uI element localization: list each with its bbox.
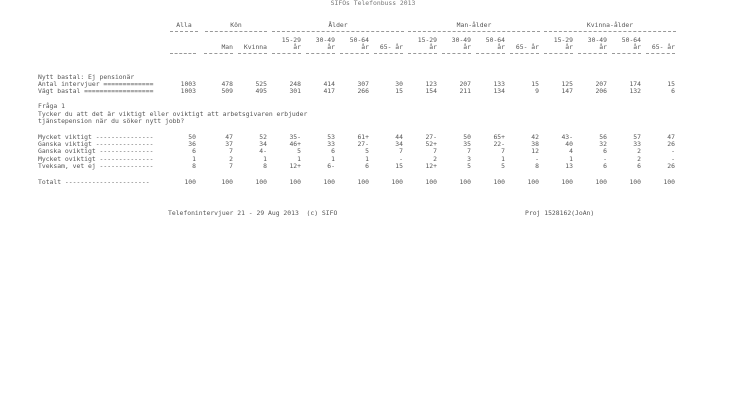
column-rule [374,53,403,54]
question-number: Fråga 1 [38,102,65,110]
question-text-line1: Tycker du att det är viktigt eller oviktigt att arbetsgivaren erbjuder [38,110,308,118]
table-cell: 56 [599,133,607,141]
report-title: SIFOs Telefonbuss 2013 [330,0,416,7]
table-cell: 301 [289,87,301,95]
column-rule [408,53,437,54]
column-rule [510,53,539,54]
row-label-tveksam: Tveksam, vet ej -------------- [38,162,154,170]
table-cell: - [603,155,607,163]
table-cell: 47 [667,133,675,141]
table-cell: 53 [327,133,335,141]
table-cell: 6 [365,162,369,170]
table-cell: 1 [331,155,335,163]
column-rule [238,53,267,54]
group-rule [205,31,267,32]
column-rule [272,53,301,54]
table-cell: 13 [565,162,573,170]
column-header-top: 50-64 [349,36,369,44]
column-header-top: 50-64 [621,36,641,44]
column-header-bottom: år [565,43,573,51]
table-cell: 414 [323,80,335,88]
table-cell: 495 [255,87,267,95]
row-label-totalt: Totalt ---------------------- [38,178,150,186]
table-cell: 15 [531,80,539,88]
table-cell: - [535,155,539,163]
table-cell: 100 [255,178,267,186]
table-cell: 100 [561,178,573,186]
column-header-bottom: år [633,43,641,51]
table-cell: 100 [629,178,641,186]
base-heading: Nytt bastal: Ej pensionär [38,73,135,81]
table-cell: 1 [297,155,301,163]
table-cell: 100 [323,178,335,186]
table-cell: 50 [188,133,196,141]
table-cell: 7 [399,147,403,155]
table-cell: 478 [221,80,233,88]
column-rule [476,53,505,54]
table-cell: 3 [467,155,471,163]
table-cell: 6 [637,162,641,170]
table-cell: 266 [357,87,369,95]
table-cell: 6 [192,147,196,155]
column-rule [442,53,471,54]
table-cell: 22- [493,140,505,148]
table-cell: 100 [663,178,675,186]
table-cell: 147 [561,87,573,95]
footer-right: Proj 1528162(JoAn) [525,209,595,217]
table-cell: 12 [531,147,539,155]
column-header-top: 30-49 [315,36,335,44]
column-rule [204,53,233,54]
column-header-top: 30-49 [587,36,607,44]
column-header-bottom: 65- år [515,43,539,51]
table-cell: 27- [425,133,437,141]
table-cell: 34 [395,140,403,148]
table-cell: 33 [633,140,641,148]
table-cell: 32 [599,140,607,148]
row-label-antal: Antal intervjuer ============= [38,80,154,88]
table-cell: - [671,147,675,155]
table-cell: 27- [357,140,369,148]
table-cell: 1 [192,155,196,163]
table-cell: 6- [327,162,335,170]
table-cell: 5 [365,147,369,155]
table-cell: 207 [459,80,471,88]
table-cell: 100 [221,178,233,186]
table-cell: 38 [531,140,539,148]
table-cell: 44 [395,133,403,141]
table-cell: 2 [433,155,437,163]
column-header-bottom: år [463,43,471,51]
table-cell: 8 [535,162,539,170]
column-rule [170,53,196,54]
column-header-bottom: 65- år [379,43,403,51]
table-cell: 2 [637,155,641,163]
table-cell: 8 [192,162,196,170]
table-cell: 26 [667,162,675,170]
table-cell: 61+ [357,133,369,141]
table-cell: 7 [229,162,233,170]
table-cell: 52+ [425,140,437,148]
table-cell: 1003 [180,80,196,88]
table-cell: 417 [323,87,335,95]
table-cell: 206 [595,87,607,95]
table-cell: - [399,155,403,163]
table-cell: 6 [331,147,335,155]
group-rule [408,31,540,32]
group-header-kvinna-alder: Kvinna-ålder [586,21,634,29]
column-rule [578,53,607,54]
table-cell: 47 [225,133,233,141]
table-cell: 4- [259,147,267,155]
table-cell: 36 [188,140,196,148]
table-cell: - [671,155,675,163]
table-cell: 57 [633,133,641,141]
table-cell: 1 [569,155,573,163]
table-cell: 65+ [493,133,505,141]
table-cell: 37 [225,140,233,148]
column-header-top: 30-49 [451,36,471,44]
row-label-mycket-oviktigt: Mycket oviktigt -------------- [38,155,154,163]
table-cell: 6 [671,87,675,95]
table-cell: 12+ [425,162,437,170]
table-cell: 5 [467,162,471,170]
table-cell: 7 [501,147,505,155]
table-cell: 133 [493,80,505,88]
table-cell: 34 [259,140,267,148]
group-header-alla: Alla [176,21,192,29]
table-cell: 43- [561,133,573,141]
table-cell: 26 [667,140,675,148]
table-cell: 1003 [180,87,196,95]
column-header-top: 15-29 [553,36,573,44]
table-cell: 15 [667,80,675,88]
table-cell: 35- [289,133,301,141]
table-cell: 100 [425,178,437,186]
column-rule [646,53,675,54]
table-cell: 9 [535,87,539,95]
table-cell: 33 [327,140,335,148]
table-cell: 248 [289,80,301,88]
table-cell: 42 [531,133,539,141]
column-header-bottom: år [599,43,607,51]
group-rule [170,31,198,32]
column-header-bottom: år [293,43,301,51]
table-cell: 35 [463,140,471,148]
table-cell: 100 [357,178,369,186]
table-cell: 5 [297,147,301,155]
group-header-kon: Kön [230,21,242,29]
table-cell: 12+ [289,162,301,170]
row-label-ganska-oviktigt: Ganska oviktigt -------------- [38,147,154,155]
table-cell: 525 [255,80,267,88]
table-cell: 40 [565,140,573,148]
table-cell: 100 [184,178,196,186]
table-cell: 307 [357,80,369,88]
table-cell: 1 [501,155,505,163]
table-cell: 134 [493,87,505,95]
row-label-vagt: Vägt bastal ================== [38,87,154,95]
table-cell: 6 [603,162,607,170]
column-header-bottom: år [361,43,369,51]
table-cell: 154 [425,87,437,95]
footer-left: Telefonintervjuer 21 - 29 Aug 2013 (c) SIFO [168,209,338,217]
row-label-mycket-viktigt: Mycket viktigt --------------- [38,133,154,141]
table-cell: 132 [629,87,641,95]
table-cell: 50 [463,133,471,141]
column-rule [544,53,573,54]
column-header-bottom: år [497,43,505,51]
table-cell: 509 [221,87,233,95]
table-cell: 100 [595,178,607,186]
table-cell: 7 [229,147,233,155]
table-cell: 30 [395,80,403,88]
table-cell: 100 [459,178,471,186]
table-cell: 100 [289,178,301,186]
column-header-bottom: Man [221,43,233,51]
table-cell: 123 [425,80,437,88]
table-cell: 1 [365,155,369,163]
group-rule [544,31,676,32]
table-cell: 207 [595,80,607,88]
table-cell: 15 [395,87,403,95]
table-cell: 6 [603,147,607,155]
column-header-bottom: år [327,43,335,51]
group-header-alder: Ålder [328,21,348,29]
column-header-bottom: år [429,43,437,51]
column-header-top: 15-29 [281,36,301,44]
table-cell: 46+ [289,140,301,148]
group-header-man-alder: Man-ålder [456,21,492,29]
column-header-top: 15-29 [417,36,437,44]
table-cell: 125 [561,80,573,88]
table-cell: 1 [263,155,267,163]
column-header-bottom: 65- år [651,43,675,51]
column-rule [340,53,369,54]
table-cell: 2 [229,155,233,163]
table-cell: 211 [459,87,471,95]
table-cell: 2 [637,147,641,155]
group-rule [272,31,404,32]
column-header-bottom: Kvinna [243,43,267,51]
column-header-top: 50-64 [485,36,505,44]
question-text-line2: tjänstepension när du söker nytt jobb? [38,117,185,125]
table-cell: 7 [433,147,437,155]
table-cell: 100 [527,178,539,186]
table-cell: 174 [629,80,641,88]
table-cell: 8 [263,162,267,170]
table-cell: 15 [395,162,403,170]
table-cell: 4 [569,147,573,155]
column-rule [306,53,335,54]
table-cell: 7 [467,147,471,155]
table-cell: 5 [501,162,505,170]
column-rule [612,53,641,54]
table-cell: 100 [493,178,505,186]
table-cell: 52 [259,133,267,141]
table-cell: 100 [391,178,403,186]
row-label-ganska-viktigt: Ganska viktigt --------------- [38,140,154,148]
